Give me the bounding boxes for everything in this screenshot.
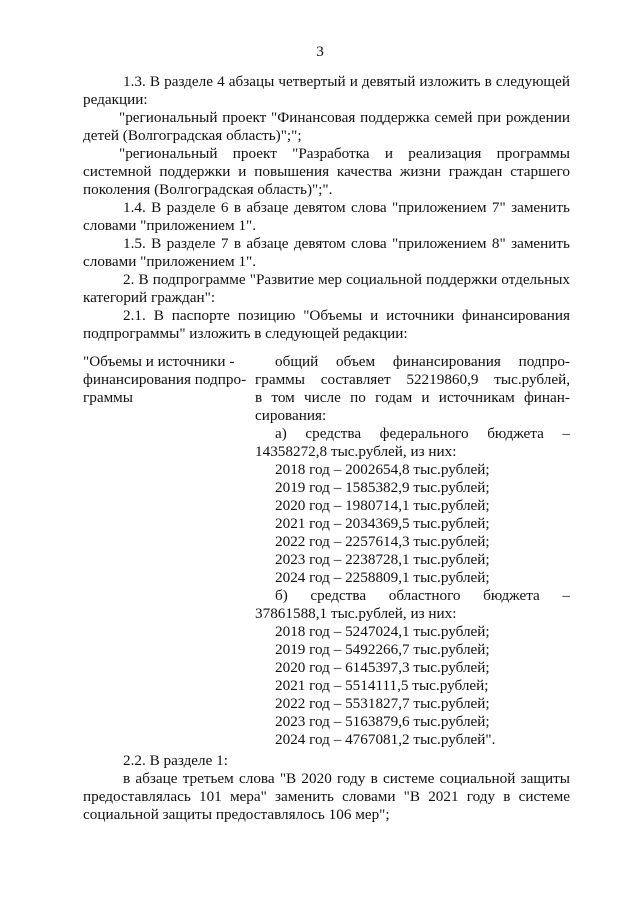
passport-label-line: "Объемы и источники - xyxy=(83,353,235,370)
paragraph-2-2: 2.2. В разделе 1: xyxy=(123,752,228,769)
regional-year-row: 2020 год – 6145397,3 тыс.рублей; xyxy=(275,659,490,676)
paragraph-quote-elderly-support: "региональный проект "Разработка и реализация программы системной поддержки и повышения качества жизни граждан старшего поколения (Волгоградская область)";". xyxy=(83,145,570,198)
regional-budget-line: б) средства областного бюджета – xyxy=(275,587,570,604)
funding-line: общий объем финансирования подпро- xyxy=(275,353,570,370)
paragraph-2: 2. В подпрограмме "Развитие мер социальной поддержки отдельных категорий граждан": xyxy=(83,271,570,306)
federal-budget-line: а) средства федерального бюджета – xyxy=(275,425,570,442)
regional-year-row: 2019 год – 5492266,7 тыс.рублей; xyxy=(275,641,490,658)
regional-year-row: 2018 год – 5247024,1 тыс.рублей; xyxy=(275,623,490,640)
passport-position-value xyxy=(255,353,570,749)
federal-year-row: 2024 год – 2258809,1 тыс.рублей; xyxy=(275,569,490,586)
passport-label-line: граммы xyxy=(83,389,133,406)
federal-year-row: 2022 год – 2257614,3 тыс.рублей; xyxy=(275,533,490,550)
regional-year-row: 2024 год – 4767081,2 тыс.рублей". xyxy=(275,731,496,748)
passport-label-line: финансирования подпро- xyxy=(83,371,247,388)
paragraph-1-4: 1.4. В разделе 6 в абзаце девятом слова "приложением 7" заменить словами "приложением 1". xyxy=(83,199,570,234)
regional-year-row: 2021 год – 5514111,5 тыс.рублей; xyxy=(275,677,489,694)
section-2-2-text xyxy=(83,752,570,824)
page-number: 3 xyxy=(316,43,324,60)
regional-year-row: 2022 год – 5531827,7 тыс.рублей; xyxy=(275,695,490,712)
funding-line: граммы составляет 52219860,9 тыс.рублей, xyxy=(255,371,570,388)
passport-position-label xyxy=(83,353,247,407)
federal-year-row: 2021 год – 2034369,5 тыс.рублей; xyxy=(275,515,490,532)
federal-year-row: 2023 год – 2238728,1 тыс.рублей; xyxy=(275,551,490,568)
federal-budget-total: 14358272,8 тыс.рублей, из них: xyxy=(255,443,457,460)
paragraph-2-1: 2.1. В паспорте позицию "Объемы и источники финансирования подпрограммы" изложить в следующей редакции: xyxy=(83,307,570,342)
federal-year-row: 2018 год – 2002654,8 тыс.рублей; xyxy=(275,461,490,478)
paragraph-quote-family-support: "региональный проект "Финансовая поддержка семей при рождении детей (Волгоградская область)";"; xyxy=(83,109,570,144)
paragraph-1-5: 1.5. В разделе 7 в абзаце девятом слова "приложением 8" заменить словами "приложением 1". xyxy=(83,235,570,270)
federal-year-row: 2020 год – 1980714,1 тыс.рублей; xyxy=(275,497,490,514)
paragraph-1-3: 1.3. В разделе 4 абзацы четвертый и девятый изложить в следующей редакции: xyxy=(83,73,570,108)
funding-line: сирования: xyxy=(255,407,327,424)
regional-budget-total: 37861588,1 тыс.рублей, из них: xyxy=(255,605,457,622)
paragraph-2-2-change: в абзаце третьем слова "В 2020 году в системе социальной защиты предоставлялась 101 мера" заменить словами "В 2021 году в системе социальной защиты предоставлялось 106 мер"; xyxy=(83,770,570,823)
federal-year-row: 2019 год – 1585382,9 тыс.рублей; xyxy=(275,479,490,496)
amendments-text xyxy=(83,73,570,343)
funding-line: в том числе по годам и источникам финан- xyxy=(255,389,570,406)
regional-year-row: 2023 год – 5163879,6 тыс.рублей; xyxy=(275,713,490,730)
